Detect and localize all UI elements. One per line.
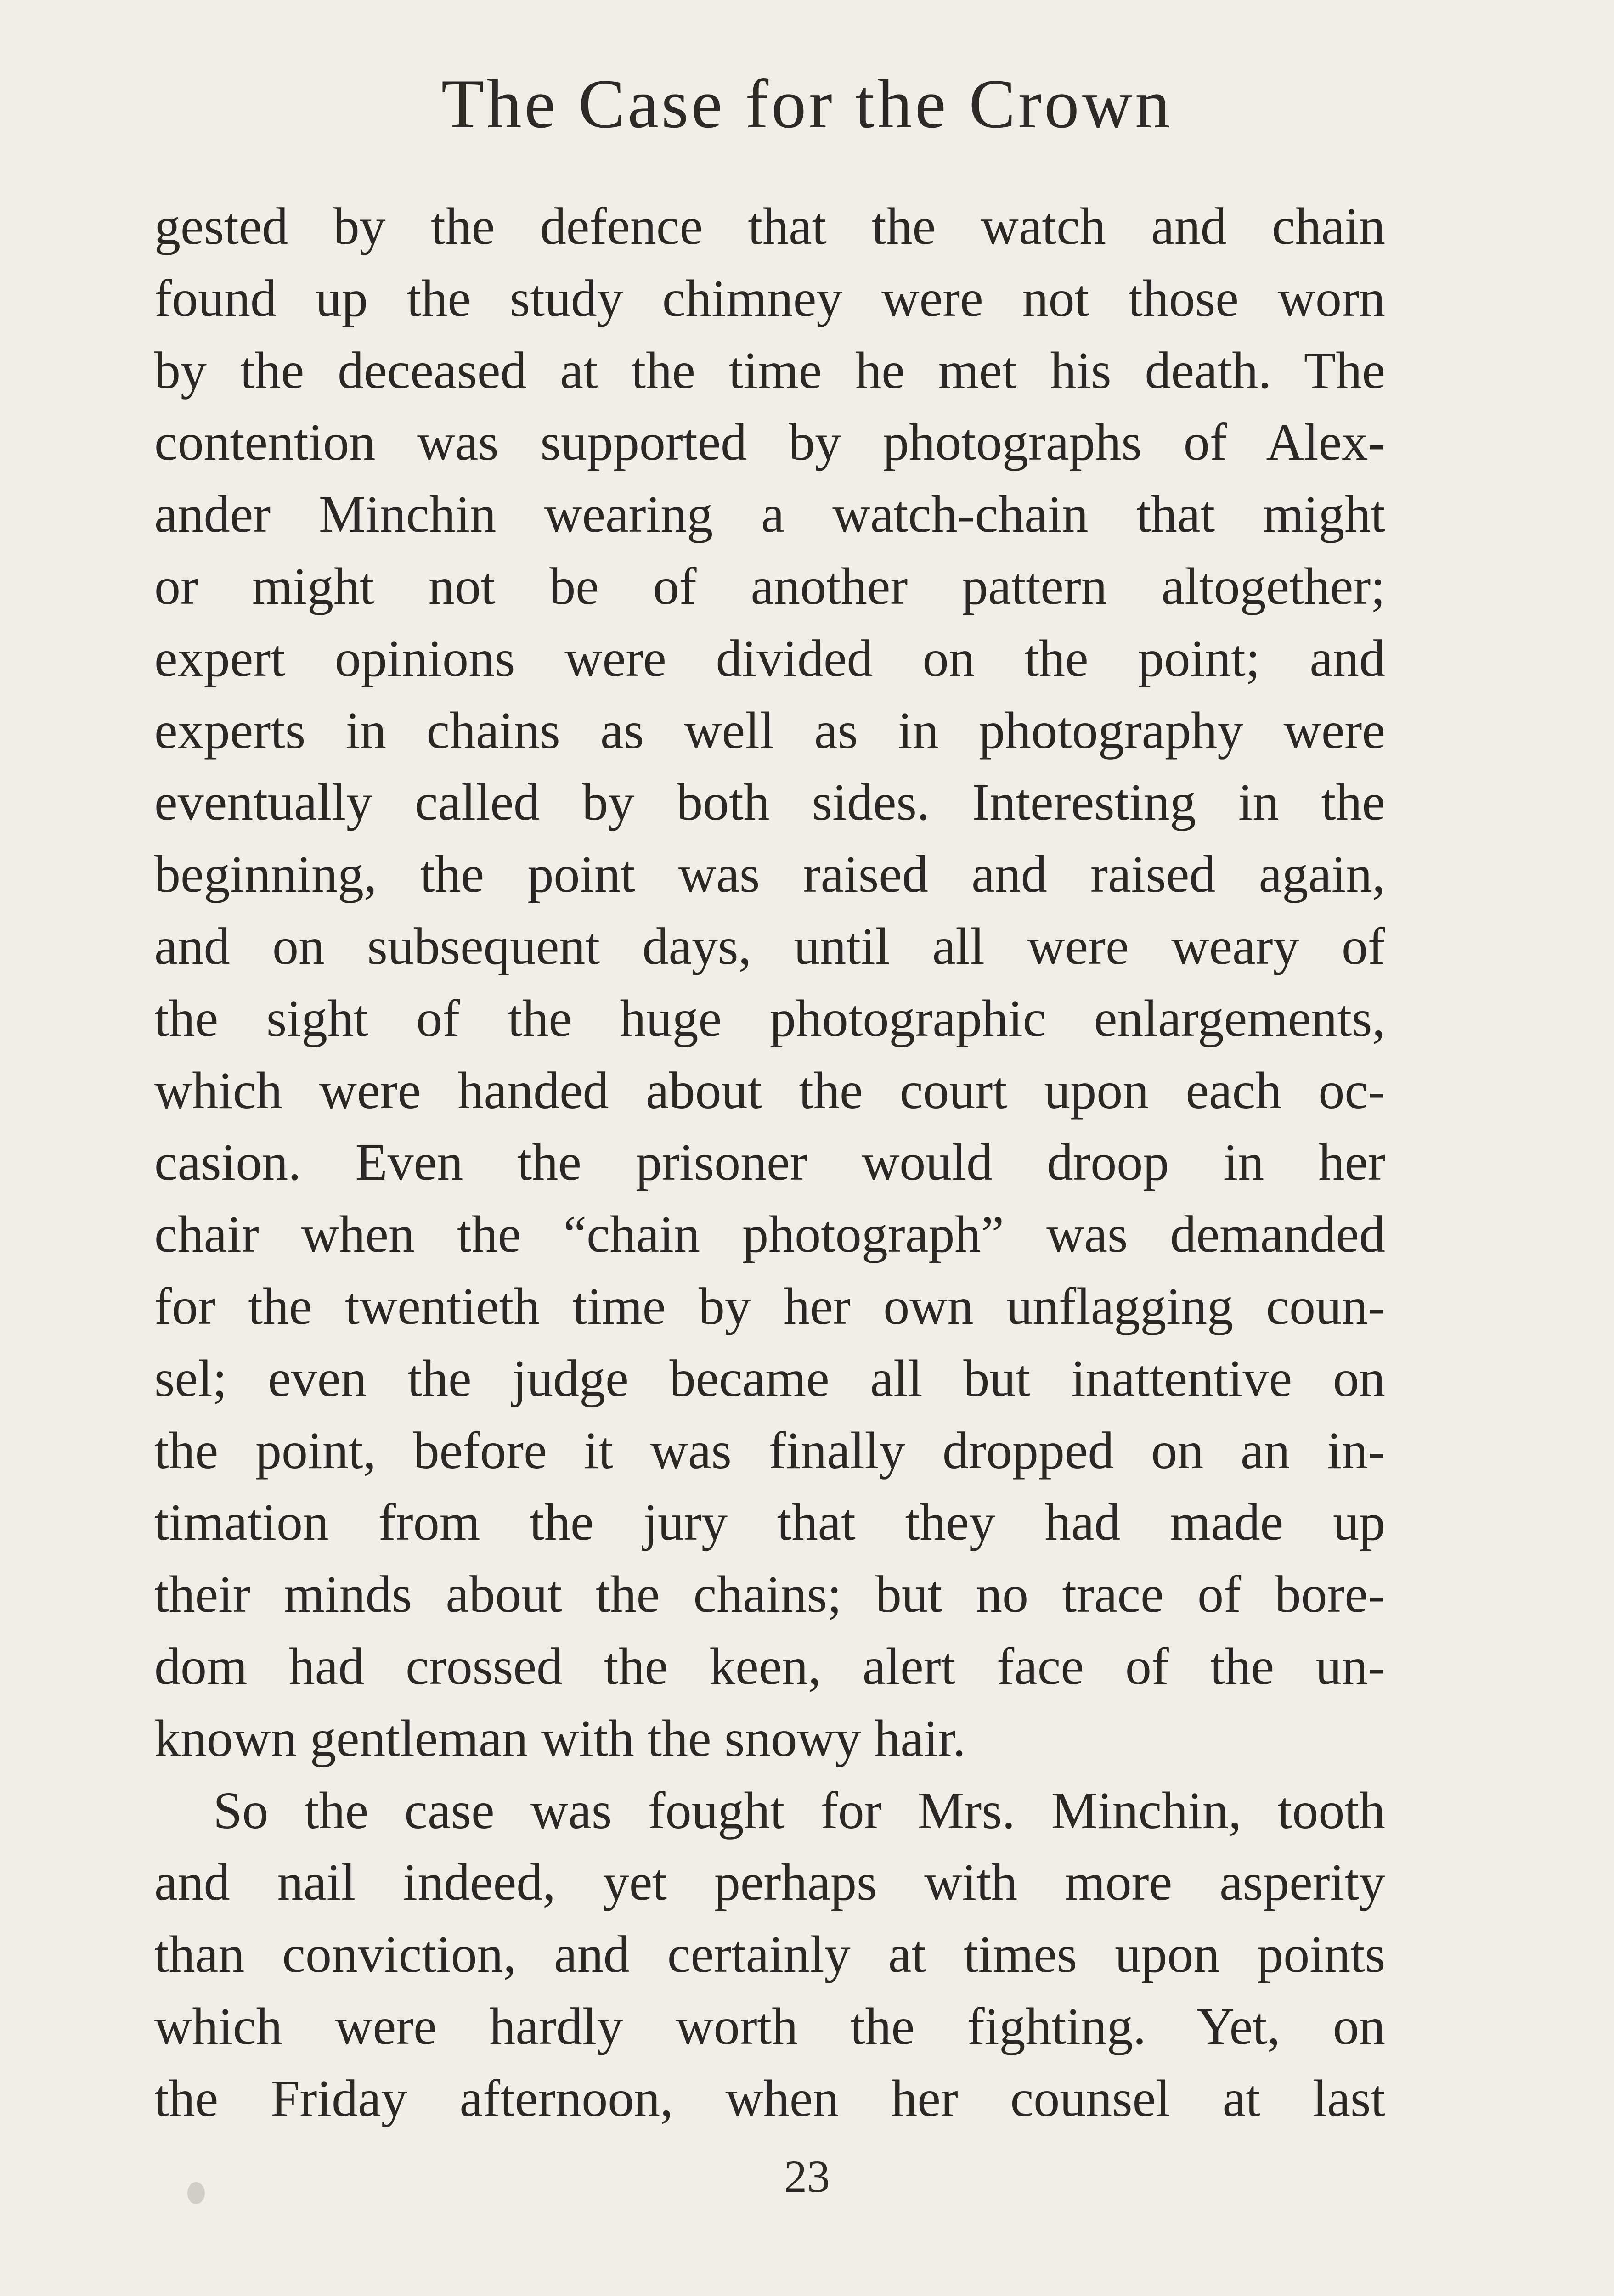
- text-line: casion. Even the prisoner would droop in her: [154, 1133, 1385, 1192]
- text-line: the Friday afternoon, when her counsel at last: [154, 2069, 1385, 2127]
- running-head: The Case for the Crown: [441, 65, 1173, 142]
- text-line: by the deceased at the time he met his death. The: [154, 341, 1385, 400]
- text-line: chair when the “chain photograph” was demanded: [154, 1205, 1385, 1264]
- text-line: which were hardly worth the fighting. Yet, on: [154, 1997, 1385, 2055]
- text-line: gested by the defence that the watch and chain: [154, 197, 1385, 255]
- text-line: expert opinions were divided on the point; and: [154, 629, 1385, 687]
- text-line: found up the study chimney were not those worn: [154, 269, 1385, 327]
- text-line: beginning, the point was raised and raised again,: [154, 845, 1385, 904]
- text-line: dom had crossed the keen, alert face of the un-: [154, 1637, 1385, 1695]
- text-line: timation from the jury that they had made up: [154, 1493, 1385, 1552]
- text-line: eventually called by both sides. Interesting in the: [154, 773, 1385, 832]
- text-line: or might not be of another pattern altogether;: [154, 557, 1385, 615]
- text-line: contention was supported by photographs of Alex-: [154, 413, 1385, 472]
- text-line: for the twentieth time by her own unflagging coun-: [154, 1277, 1385, 1335]
- text-line: the sight of the huge photographic enlargements,: [154, 989, 1385, 1047]
- text-line: ander Minchin wearing a watch-chain that might: [154, 485, 1385, 544]
- page-number: 23: [784, 2151, 830, 2202]
- paragraph-end-line: known gentleman with the snowy hair.: [154, 1709, 966, 1767]
- text-line: and nail indeed, yet perhaps with more asperity: [154, 1853, 1385, 1912]
- paragraph-start-line: So the case was fought for Mrs. Minchin, tooth: [213, 1781, 1385, 1840]
- text-line: their minds about the chains; but no trace of bore-: [154, 1565, 1385, 1624]
- text-line: than conviction, and certainly at times upon points: [154, 1925, 1385, 1984]
- text-line: and on subsequent days, until all were weary of: [154, 917, 1385, 975]
- text-line: sel; even the judge became all but inattentive on: [154, 1349, 1385, 1407]
- text-line: experts in chains as well as in photography were: [154, 701, 1385, 760]
- text-line: which were handed about the court upon each oc-: [154, 1061, 1385, 1120]
- body-text: [154, 191, 1385, 2135]
- text-line: the point, before it was finally dropped on an in-: [154, 1421, 1385, 1480]
